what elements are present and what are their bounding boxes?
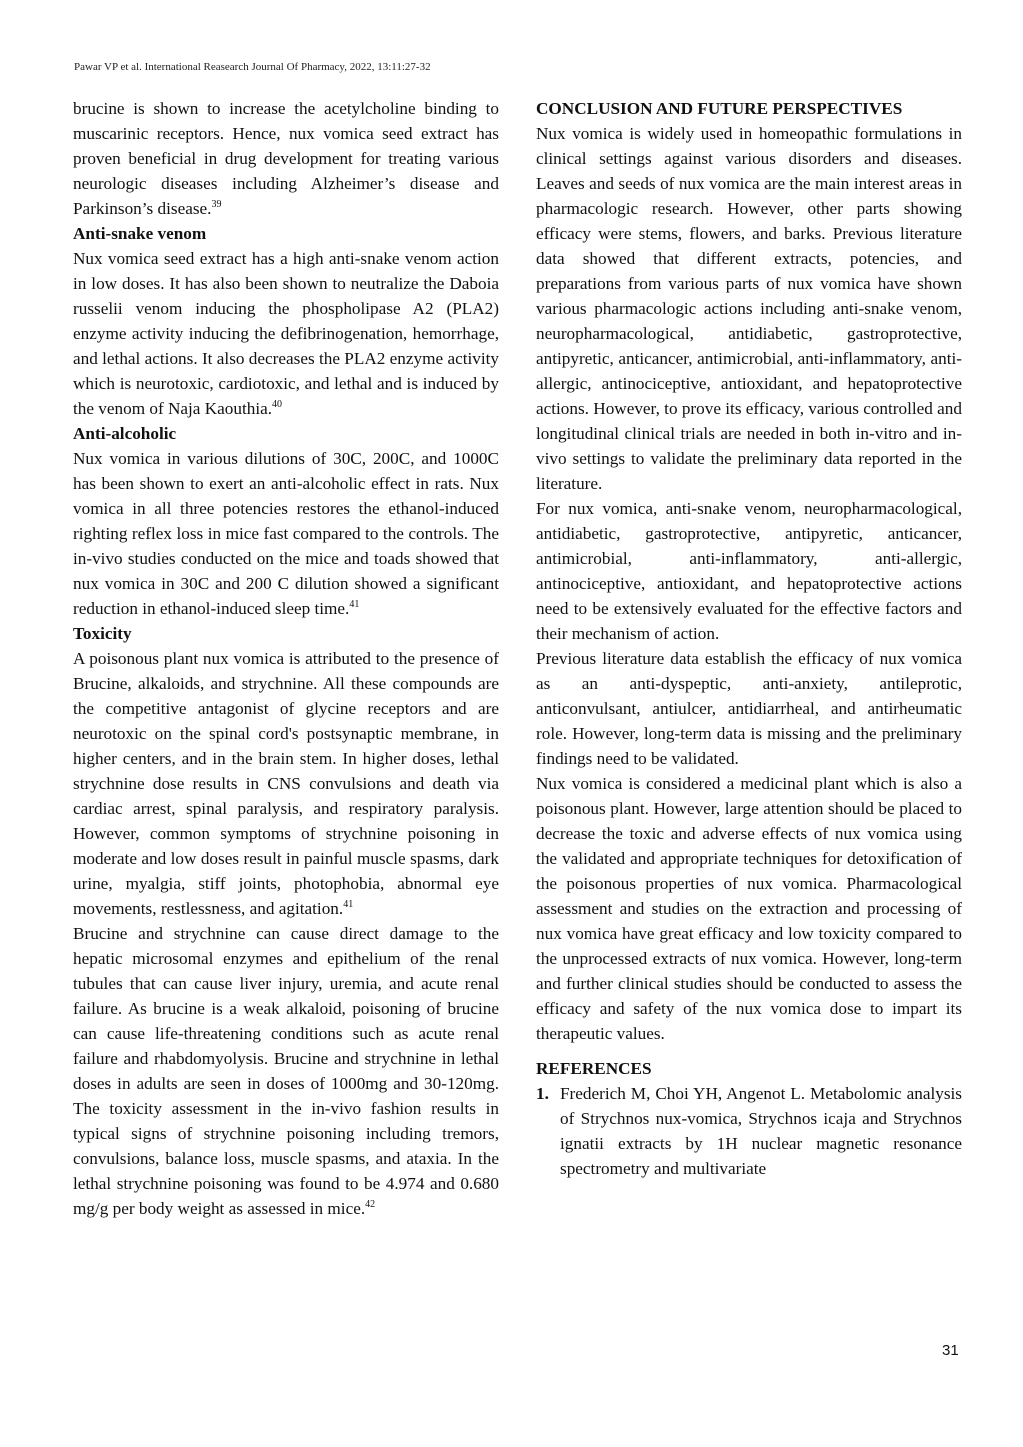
section-heading-references: REFERENCES: [536, 1059, 652, 1078]
citation: 41: [349, 599, 360, 610]
reference-item: [536, 1081, 962, 1181]
citation: 40: [272, 399, 283, 410]
toxicity-text-1: A poisonous plant nux vomica is attributed to the presence of Brucine, alkaloids, and strychnine. All these compounds are the competitive antagonist of glycine receptors and are neurotoxic on the spinal cord's postsynaptic membrane, in higher centers, and in the brain stem. In higher doses, lethal strychnine dose results in CNS convulsions and death via cardiac arrest, spinal paralysis, and respiratory paralysis. However, common symptoms of strychnine poisoning in moderate and low doses result in painful muscle spasms, dark urine, myalgia, stiff joints, photophobia, abnormal eye movements, restlessness, and agitation.: [73, 649, 499, 918]
toxicity-paragraph-2: [73, 921, 499, 1221]
page-number: 31: [942, 1342, 959, 1359]
intro-text: brucine is shown to increase the acetylcholine binding to muscarinic receptors. Hence, nux vomica seed extract has proven beneficial in drug development for treating various neurologic diseases including Alzheimer’s disease and Parkinson’s disease.: [73, 99, 499, 218]
conclusion-paragraph-2: For nux vomica, anti-snake venom, neuropharmacological, antidiabetic, gastroprotective, antipyretic, anticancer, antimicrobial, anti-inflammatory, anti-allergic, antinociceptive, antioxidant, and hepatoprotective actions need to be extensively evaluated for the effective factors and their mechanism of action.: [536, 499, 962, 643]
anti-alcoholic-text: Nux vomica in various dilutions of 30C, 200C, and 1000C has been shown to exert an anti-alcoholic effect in rats. Nux vomica in all three potencies restores the ethanol-induced righting reflex loss in mice fast compared to the controls. The in-vivo studies conducted on the mice and toads showed that nux vomica in 30C and 200 C dilution showed a significant reduction in ethanol-induced sleep time.: [73, 449, 499, 618]
anti-snake-venom-text: Nux vomica seed extract has a high anti-snake venom action in low doses. It has also been shown to neutralize the Daboia russelii venom inducing the phospholipase A2 (PLA2) enzyme activity inducing the defibrinogenation, hemorrhage, and lethal actions. It also decreases the PLA2 enzyme activity which is neurotoxic, cardiotoxic, and lethal and is induced by the venom of Naja Kaouthia.: [73, 249, 499, 418]
reference-text: Frederich M, Choi YH, Angenot L. Metabolomic analysis of Strychnos nux-vomica, Strychnos icaja and Strychnos ignatii extracts by 1H nuclear magnetic resonance spectrometry and multivariate: [560, 1084, 962, 1178]
running-head: Pawar VP et al. International Reasearch Journal Of Pharmacy, 2022, 13:11:27-32: [74, 61, 431, 73]
reference-number: 1.: [536, 1084, 549, 1103]
intro-paragraph: [73, 96, 499, 221]
anti-alcoholic-paragraph: [73, 446, 499, 621]
section-heading-anti-snake-venom: Anti-snake venom: [73, 224, 207, 243]
section-heading-anti-alcoholic: Anti-alcoholic: [73, 424, 177, 443]
conclusion-paragraph-1: Nux vomica is widely used in homeopathic formulations in clinical settings against various disorders and diseases. Leaves and seeds of nux vomica are the main interest areas in pharmacologic research. However, other parts showing efficacy were stems, flowers, and barks. Previous literature data showed that different extracts, potencies, and preparations from various parts of nux vomica have shown various pharmacologic actions including anti-snake venom, neuropharmacological, antidiabetic, gastroprotective, antipyretic, anticancer, antimicrobial, anti-inflammatory, anti-allergic, antinociceptive, antioxidant, and hepatoprotective actions. However, to prove its efficacy, various controlled and longitudinal clinical trials are needed in both in-vitro and in-vivo settings to validate the preliminary data reported in the literature.: [536, 124, 962, 493]
right-column: [536, 96, 962, 1181]
section-heading-conclusion: CONCLUSION AND FUTURE PERSPECTIVES: [536, 99, 903, 118]
section-heading-toxicity: Toxicity: [73, 624, 132, 643]
left-column: [73, 96, 499, 1221]
citation: 42: [365, 1199, 376, 1210]
conclusion-paragraph-4: Nux vomica is considered a medicinal plant which is also a poisonous plant. However, large attention should be placed to decrease the toxic and adverse effects of nux vomica using the validated and appropriate techniques for detoxification of the poisonous properties of nux vomica. Pharmacological assessment and studies on the extraction and processing of nux vomica have great efficacy and low toxicity compared to the unprocessed extracts of nux vomica. However, long-term and further clinical studies should be conducted to assess the efficacy and safety of the nux vomica dose to impart its therapeutic values.: [536, 774, 962, 1043]
toxicity-text-2: Brucine and strychnine can cause direct damage to the hepatic microsomal enzymes and epithelium of the renal tubules that can cause liver injury, uremia, and acute renal failure. As brucine is a weak alkaloid, poisoning of brucine can cause life-threatening conditions such as acute renal failure and rhabdomyolysis. Brucine and strychnine in lethal doses in adults are seen in doses of 1000mg and 30-120mg. The toxicity assessment in the in-vivo fashion results in typical signs of strychnine poisoning including tremors, convulsions, balance loss, muscle spasms, and ataxia. In the lethal strychnine poisoning was found to be 4.974 and 0.680 mg/g per body weight as assessed in mice.: [73, 924, 499, 1218]
citation: 39: [211, 199, 222, 210]
toxicity-paragraph-1: [73, 646, 499, 921]
citation: 41: [343, 899, 354, 910]
anti-snake-venom-paragraph: [73, 246, 499, 421]
conclusion-paragraph-3: Previous literature data establish the efficacy of nux vomica as an anti-dyspeptic, anti-anxiety, antileprotic, anticonvulsant, antiulcer, antidiarrheal, and antirheumatic role. However, long-term data is missing and the preliminary findings need to be validated.: [536, 649, 962, 768]
